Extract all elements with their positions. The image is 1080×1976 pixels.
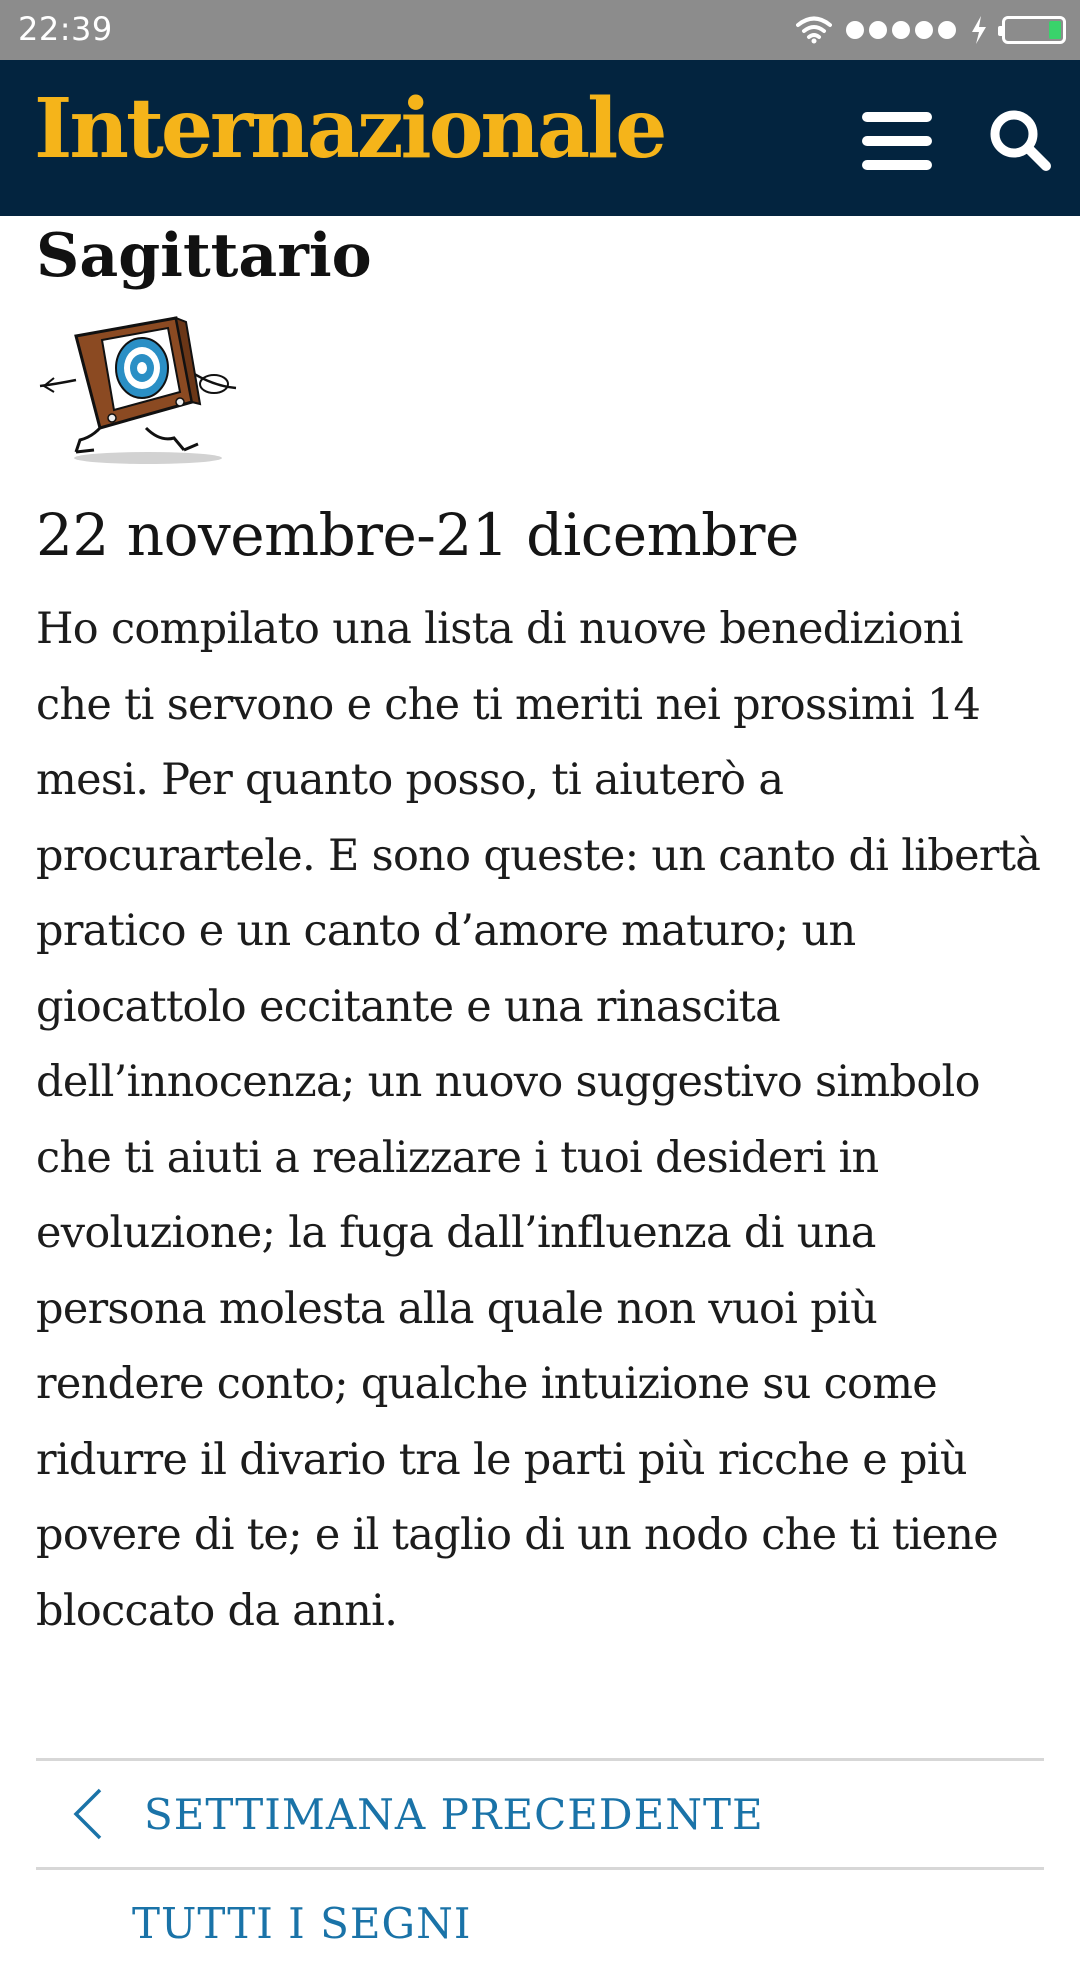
app-header (0, 60, 1080, 216)
sign-date-range: 22 novembre-21 dicembre (36, 501, 799, 569)
horoscope-navigation (36, 1758, 1044, 1976)
sign-title: Sagittario (36, 221, 372, 291)
chevron-left-icon (66, 1786, 114, 1842)
wifi-icon (796, 16, 832, 44)
horoscope-text: Ho compilato una lista di nuove benedizioni che ti servono e che ti meriti nei prossimi 14 mesi. Per quanto posso, ti aiuterò a procurartele. E sono queste: un canto di libertà pratico e un canto d’amore maturo; un giocattolo eccitante e una rinascita dell’innocenza; un nuovo suggestivo simbolo che ti aiuti a realizzare i tuoi desideri in evoluzione; la fuga dall’influenza di una persona molesta alla quale non vuoi più rendere conto; qualche intuizione su come ridurre il divario tra le parti più ricche e più povere di te; e il taglio di un nodo che ti tiene bloccato da anni. (36, 604, 1041, 1636)
status-icons (796, 12, 1066, 48)
all-signs-link[interactable] (36, 1870, 1044, 1976)
battery-icon (1002, 16, 1066, 44)
status-time: 22:39 (18, 10, 113, 48)
previous-week-label: SETTIMANA PRECEDENTE (144, 1789, 764, 1839)
hamburger-menu-icon[interactable] (862, 112, 932, 172)
horoscope-article (36, 216, 1046, 1649)
charging-bolt-icon (970, 15, 988, 45)
search-icon[interactable] (988, 108, 1052, 172)
previous-week-link[interactable] (36, 1761, 1044, 1870)
status-bar (0, 0, 1080, 60)
running-radio-with-target-illustration (36, 310, 252, 468)
signal-dots-icon (846, 21, 956, 39)
site-logo[interactable]: Internazionale (34, 81, 665, 177)
all-signs-label: TUTTI I SEGNI (132, 1898, 472, 1948)
